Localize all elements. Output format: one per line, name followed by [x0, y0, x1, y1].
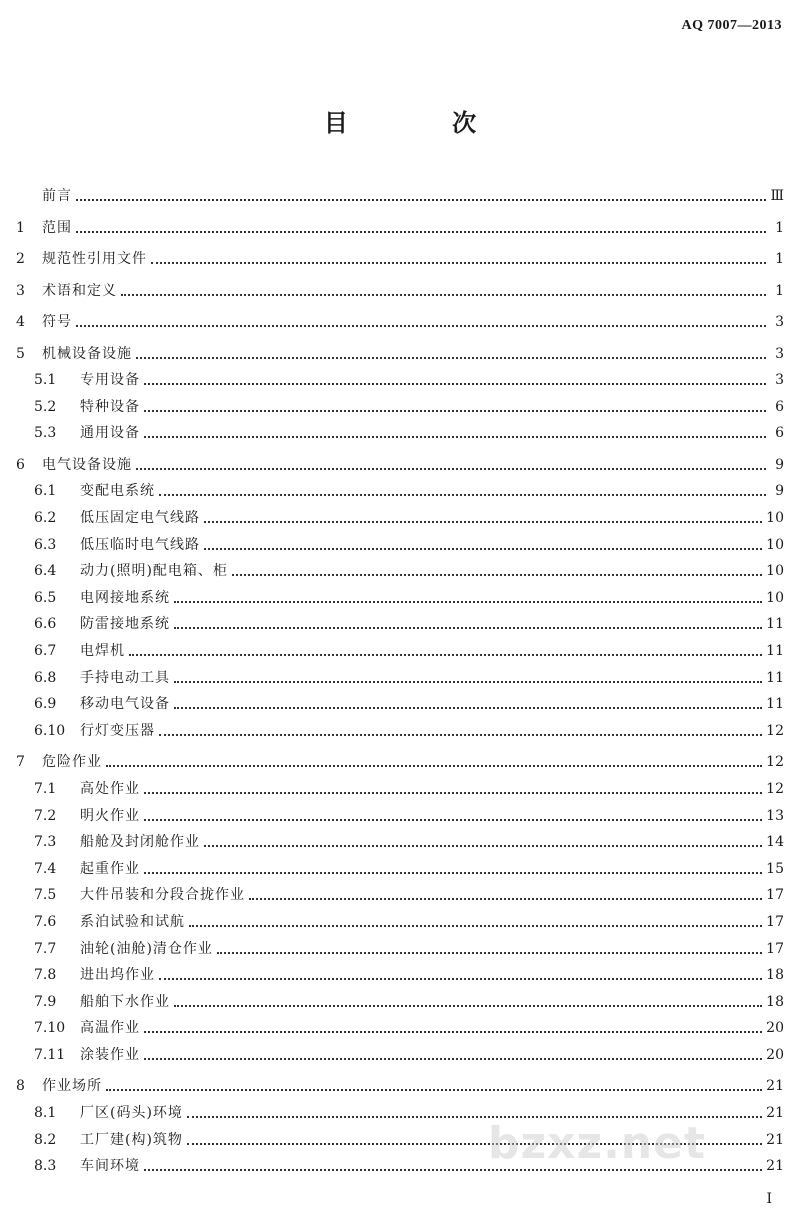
dot-leader	[204, 845, 762, 847]
toc-entry-number: 6.6	[34, 616, 57, 633]
toc-entry-title: 高处作业	[80, 780, 140, 797]
toc-entry[interactable]	[16, 215, 784, 237]
toc-entry-title: 电焊机	[80, 643, 125, 659]
toc-entry-page: Ⅲ	[770, 188, 784, 204]
toc-entry-page: 12	[766, 722, 784, 739]
toc-entry-page: 18	[766, 993, 784, 1010]
toc-entry-page: 12	[766, 780, 784, 797]
toc-entry-number: 8.2	[34, 1131, 57, 1148]
toc-entry[interactable]	[16, 183, 784, 205]
toc-entry-page: 10	[766, 510, 784, 526]
dot-leader	[144, 410, 766, 412]
toc-entry[interactable]	[16, 309, 784, 331]
toc-entry-title: 术语和定义	[42, 282, 117, 299]
toc-entry[interactable]	[16, 803, 784, 825]
toc-entry-title: 车间环境	[80, 1158, 140, 1175]
dot-leader	[174, 1005, 762, 1007]
toc-entry[interactable]	[16, 611, 784, 633]
toc-entry[interactable]	[16, 909, 784, 931]
toc-entry[interactable]	[16, 936, 784, 958]
dot-leader	[76, 231, 766, 233]
toc-entry-page: 10	[766, 589, 784, 606]
dot-leader	[106, 1089, 762, 1091]
toc-entry-number: 6.8	[34, 669, 57, 686]
toc-entry-page: 21	[766, 1158, 784, 1175]
toc-entry-number: 5	[16, 345, 25, 362]
dot-leader	[136, 468, 766, 470]
toc-entry[interactable]	[16, 962, 784, 984]
toc-entry-page: 9	[775, 483, 784, 500]
toc-entry-number: 7.6	[34, 913, 57, 930]
toc-entry-number: 6.10	[34, 722, 66, 739]
toc-entry-title: 起重作业	[80, 860, 140, 877]
toc-entry-number: 4	[16, 314, 25, 330]
toc-entry-title: 涂装作业	[80, 1046, 140, 1063]
toc-entry-title: 特种设备	[80, 398, 140, 415]
dot-leader	[204, 521, 762, 523]
toc-entry-title: 厂区(码头)环境	[80, 1105, 183, 1121]
toc-entry-page: 17	[766, 887, 784, 904]
toc-entry[interactable]	[16, 452, 784, 474]
dot-leader	[144, 1031, 762, 1033]
toc-entry-title: 进出坞作业	[80, 967, 155, 984]
toc-entry-number: 8.3	[34, 1158, 57, 1175]
dot-leader	[204, 548, 762, 550]
toc-entry-title: 范围	[42, 219, 72, 236]
toc-entry-title: 危险作业	[42, 754, 102, 771]
toc-entry-title: 机械设备设施	[42, 345, 132, 362]
toc-entry-page: 11	[766, 669, 784, 686]
toc-entry-title: 高温作业	[80, 1020, 140, 1037]
dot-leader	[189, 925, 762, 927]
toc-entry[interactable]	[16, 856, 784, 878]
toc-entry[interactable]	[16, 1042, 784, 1064]
toc-entry-page: 10	[766, 536, 784, 553]
toc-entry[interactable]	[16, 882, 784, 904]
dot-leader	[144, 792, 762, 794]
toc-entry-page: 11	[766, 643, 784, 659]
toc-entry-number: 6.3	[34, 536, 57, 553]
toc-entry-title: 作业场所	[42, 1078, 102, 1095]
toc-entry-title: 动力(照明)配电箱、柜	[80, 563, 228, 580]
toc-entry-title: 系泊试验和试航	[80, 913, 185, 930]
toc-entry-number: 7.10	[34, 1020, 66, 1037]
toc-entry-title: 变配电系统	[80, 483, 155, 500]
toc-entry[interactable]	[16, 1015, 784, 1037]
toc-entry-title: 油轮(油舱)清仓作业	[80, 940, 213, 957]
dot-leader	[76, 199, 766, 201]
toc-entry-number: 7	[16, 754, 25, 771]
toc-entry[interactable]	[16, 420, 784, 442]
toc-entry[interactable]	[16, 532, 784, 554]
toc-entry-page: 18	[766, 967, 784, 984]
dot-leader	[129, 654, 762, 656]
toc-entry-number: 7.3	[34, 834, 57, 851]
toc-entry-page: 20	[766, 1046, 784, 1063]
toc-entry-title: 电气设备设施	[42, 456, 132, 473]
dot-leader	[174, 601, 762, 603]
toc-entry-page: 11	[766, 616, 784, 633]
toc-entry-title: 工厂建(构)筑物	[80, 1131, 183, 1148]
toc-entry-page: 17	[766, 913, 784, 930]
toc-entry-title: 手持电动工具	[80, 669, 170, 686]
toc-entry-page: 10	[766, 563, 784, 580]
toc-entry[interactable]	[16, 718, 784, 740]
toc-entry-page: 3	[775, 314, 784, 330]
standard-code: AQ 7007—2013	[681, 18, 782, 33]
toc-entry[interactable]	[16, 585, 784, 607]
dot-leader	[144, 1058, 762, 1060]
toc-entry-title: 专用设备	[80, 372, 140, 389]
toc-entry[interactable]	[16, 691, 784, 713]
toc-entry-page: 6	[775, 425, 784, 442]
dot-leader	[159, 734, 762, 736]
toc-entry-title: 明火作业	[80, 807, 140, 824]
toc-entry-number: 6.9	[34, 696, 57, 713]
dot-leader	[232, 574, 762, 576]
dot-leader	[106, 765, 762, 767]
dot-leader	[144, 383, 766, 385]
toc-entry-number: 6.5	[34, 589, 57, 606]
toc-entry-number: 6.4	[34, 563, 57, 580]
toc-entry[interactable]	[16, 367, 784, 389]
toc-entry[interactable]	[16, 989, 784, 1011]
toc-entry-number: 8	[16, 1078, 25, 1095]
toc-entry-number: 8.1	[34, 1105, 57, 1121]
toc-entry-page: 15	[766, 860, 784, 877]
toc-entry-title: 船舶下水作业	[80, 993, 170, 1010]
toc-entry[interactable]	[16, 638, 784, 660]
toc-entry-number: 7.7	[34, 940, 57, 957]
toc-entry-page: 12	[766, 754, 784, 771]
toc-entry-page: 3	[775, 345, 784, 362]
toc-entry-page: 1	[775, 219, 784, 236]
toc-entry[interactable]	[16, 558, 784, 580]
toc-entry-page: 21	[766, 1131, 784, 1148]
toc-entry-title: 低压固定电气线路	[80, 510, 200, 526]
toc-entry[interactable]	[16, 394, 784, 416]
toc-entry-page: 1	[775, 251, 784, 267]
toc-entry-number: 7.1	[34, 780, 57, 797]
dot-leader	[76, 325, 766, 327]
toc-entry[interactable]	[16, 776, 784, 798]
dot-leader	[174, 627, 762, 629]
toc-entry-title: 符号	[42, 314, 72, 330]
dot-leader	[159, 494, 766, 496]
toc-entry-number: 6	[16, 456, 25, 473]
toc-entry-title: 通用设备	[80, 425, 140, 442]
toc-entry-number: 6.2	[34, 510, 57, 526]
toc-entry-title: 前言	[42, 188, 72, 204]
dot-leader	[159, 978, 762, 980]
toc-entry-page: 3	[775, 372, 784, 389]
toc-entry-number: 7.4	[34, 860, 57, 877]
dot-leader	[249, 898, 762, 900]
dot-leader	[144, 1169, 762, 1171]
toc-entry-title: 防雷接地系统	[80, 616, 170, 633]
toc-entry-title: 行灯变压器	[80, 722, 155, 739]
toc-entry[interactable]	[16, 478, 784, 500]
toc-entry-page: 21	[766, 1078, 784, 1095]
toc-entry-title: 规范性引用文件	[42, 251, 147, 267]
dot-leader	[174, 707, 762, 709]
toc-entry-number: 5.2	[34, 398, 57, 415]
dot-leader	[121, 294, 766, 296]
dot-leader	[151, 262, 766, 264]
toc-entry-title: 船舱及封闭舱作业	[80, 834, 200, 851]
toc-entry[interactable]	[16, 749, 784, 771]
toc-entry-number: 7.8	[34, 967, 57, 984]
toc-entry-number: 2	[16, 251, 25, 267]
toc-entry-page: 20	[766, 1020, 784, 1037]
toc-entry-page: 14	[766, 834, 784, 851]
dot-leader	[144, 872, 762, 874]
toc-entry-number: 1	[16, 219, 25, 236]
toc-entry-number: 6.1	[34, 483, 57, 500]
toc-entry-number: 7.9	[34, 993, 57, 1010]
toc-entry-number: 6.7	[34, 643, 57, 659]
toc-entry-title: 电网接地系统	[80, 589, 170, 606]
toc-entry[interactable]	[16, 665, 784, 687]
toc-entry[interactable]	[16, 246, 784, 268]
toc-entry-page: 13	[766, 807, 784, 824]
dot-leader	[136, 357, 766, 359]
toc-entry-page: 9	[775, 456, 784, 473]
toc-entry[interactable]	[16, 829, 784, 851]
toc-entry-number: 7.11	[34, 1046, 66, 1063]
toc-entry-title: 低压临时电气线路	[80, 536, 200, 553]
dot-leader	[217, 952, 762, 954]
toc-entry-number: 7.2	[34, 807, 57, 824]
watermark: bzxz.net	[488, 1118, 707, 1169]
dot-leader	[144, 819, 762, 821]
toc-entry[interactable]	[16, 1073, 784, 1095]
toc-entry-number: 3	[16, 282, 25, 299]
toc-entry-page: 21	[766, 1105, 784, 1121]
toc-entry-title: 大件吊装和分段合拢作业	[80, 887, 245, 904]
toc-entry-title: 移动电气设备	[80, 696, 170, 713]
toc-entry-number: 7.5	[34, 887, 57, 904]
page-number: I	[766, 1191, 772, 1207]
dot-leader	[174, 681, 762, 683]
toc-entry-page: 11	[766, 696, 784, 713]
dot-leader	[144, 436, 766, 438]
toc-entry[interactable]	[16, 278, 784, 300]
toc-entry-number: 5.1	[34, 372, 57, 389]
toc-entry[interactable]	[16, 341, 784, 363]
toc-entry-page: 6	[775, 398, 784, 415]
toc-entry-page: 17	[766, 940, 784, 957]
page-title: 目 次	[323, 108, 525, 137]
toc-entry-number: 5.3	[34, 425, 57, 442]
toc-entry[interactable]	[16, 505, 784, 527]
toc-entry-page: 1	[775, 282, 784, 299]
